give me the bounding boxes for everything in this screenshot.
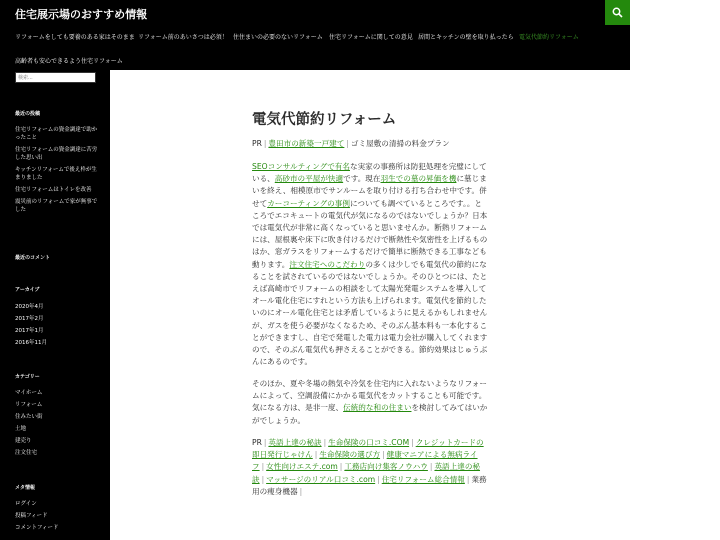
text: を検討してみてはいかがでしょうか。 [252,403,488,425]
link-japanese-house[interactable]: 伝統的な和の住まい [343,403,412,413]
archives-title: アーカイブ [15,287,40,293]
separator: | [411,438,414,447]
separator: | [261,474,265,484]
sidebar-search-input[interactable] [15,72,96,83]
archives-list [15,303,100,351]
archive-link[interactable]: 2017年2月 [15,316,44,322]
text: についても調べているところです。。ところでエコキュートの電気代が気になるのではないでしょうか？日本では電気代が非常に高くなっていると思いませんか。断熱リフォームには、屋根裏や床下に吹き付けるだけで断熱性や気密性を上げるものはか、窓ガラスをリフォームするだけで簡単に断熱できる工事なども動ります。 [252,198,488,269]
pr-text: ゴミ屋敷の清掃の料金プラン [350,139,450,148]
separator: | [263,139,267,148]
category-link[interactable]: 建売り [15,438,32,444]
recent-comments-title: 最近のコメント [15,255,51,261]
separator: | [263,438,267,447]
separator: | [382,450,385,460]
link-custom-home[interactable]: 注文住宅へのこだわり [289,259,366,269]
separator: | [314,450,318,460]
footer-link[interactable]: 生命保険の選び方 [319,450,381,460]
nav-item-no-reform-needed[interactable]: 住住まいの必要のないリフォーム [233,34,323,41]
separator: | [323,438,327,447]
meta-posts-feed-link[interactable]: 投稿フィード [15,513,48,519]
footer-link[interactable]: 英語上達の秘訣 [252,462,481,484]
page-background [630,0,720,540]
separator: | [261,462,265,472]
recent-post-link[interactable]: 震災前のリフォームで家が無事でした [15,199,98,213]
separator: | [339,462,343,472]
post-paragraph-2 [252,378,489,427]
search-toggle-button[interactable] [605,0,630,25]
site-header [0,0,630,70]
category-link[interactable]: マイホーム [15,390,43,396]
recent-post-link[interactable]: 住宅リフォームはトイレを改善 [15,187,92,193]
separator: | [429,462,433,472]
search-icon [612,7,623,18]
pr-line [252,138,489,150]
separator: | [466,474,470,484]
nav-item-reform-old-house[interactable]: リフォームをしても要養のある家はそのまま [15,34,135,41]
archive-link[interactable]: 2017年1月 [15,328,44,334]
primary-navigation [0,28,630,70]
nav-item-reform-greeting[interactable]: リフォーム前のあいさつは必須！ [138,34,228,41]
categories-title: カテゴリー [15,374,40,380]
separator: | [346,139,349,148]
footer-pr-links [252,437,489,498]
text: そのほか、夏や冬場の熱気や冷気を住宅内に入れないようなリフォームによって、空調設備にかかる電気代をカットすることも可能です。気になる方は、是非一度、 [252,379,488,413]
meta-comments-feed-link[interactable]: コメントフィード [15,525,59,531]
link-takasago-house[interactable]: 高砂市の平屋が快適 [274,174,344,184]
recent-post-link[interactable]: キッチンリフォームで後え枠が生まりました [15,167,97,181]
recent-posts-title: 最近の投稿 [15,111,41,117]
footer-link[interactable]: マッサージのリアル口コミ.com [266,474,376,484]
recent-post-link[interactable]: 住宅リフォームの資金調達で助かったこと [15,127,98,141]
separator: | [377,474,380,484]
footer-link[interactable]: 健康マニアによる無病ライフ [252,450,478,472]
footer-link[interactable]: 住宅リフォーム総合情報 [381,474,465,484]
category-link[interactable]: 住みたい街 [15,414,43,420]
text: の多くは少しでも電気代の節約になることを試されているのではないでしょうか。そのひとつには、たとえば高崎市でリフォームの相談をして太陽光発電システムを導入してオール電化住宅にすれという方法も上げられます。電気代を節約したいのにオール電化住宅とは矛盾しているように見えるかもしれませんが、ガスを使う必要がなくなるため、そのぶん基本料も一本化することができますし、自宅で発電した電力は電力会社が購入してくれますので、そのぶん電気代も押さえることができる。節約効果はじゅうぶんにあるのです。 [252,259,488,367]
pr-link-toyota[interactable]: 豊田市の新築一戸建て [268,139,345,148]
nav-item-reform-opinion[interactable]: 住宅リフォームに関しての意見 [329,34,413,41]
archive-link[interactable]: 2016年11月 [15,340,47,346]
recent-posts-list [15,126,100,218]
meta-title: メタ情報 [15,485,36,491]
link-hanyu-grave[interactable]: 羽生での墓の昇価を機 [380,174,457,184]
meta-login-link[interactable]: ログイン [15,501,37,507]
site-title[interactable]: 住宅展示場のおすすめ情報 [15,8,148,21]
categories-list [15,389,100,461]
archive-link[interactable]: 2020年4月 [15,304,44,310]
text: です。現在 [343,174,381,184]
footer-link[interactable]: 英語上達の秘訣 [268,438,322,447]
sidebar [0,70,110,540]
footer-link[interactable]: 工務店向け集客ノウハウ [344,462,428,472]
nav-item-living-kitchen-wall[interactable]: 居間とキッチンの壁を取り払ったら [418,34,514,41]
link-car-coating[interactable]: カーコーティングの事例 [267,198,350,208]
post-paragraph-1 [252,161,489,368]
main-content [110,70,630,540]
text: な実家の事務所は防犯処理を完璧にしている、 [252,162,487,184]
footer-link[interactable]: 生命保険の口コミ.COM [328,438,410,447]
category-link[interactable]: 土地 [15,426,27,432]
nav-item-electricity-saving[interactable]: 電気代節約リフォーム [519,34,579,41]
pr-label: PR [252,139,262,148]
pr-label: PR [252,438,262,447]
separator: | [299,486,303,496]
link-seo-consulting[interactable]: SEOコンサルティングで有名 [252,162,350,171]
recent-post-link[interactable]: 住宅リフォームの資金調達に苦労した思い出 [15,147,98,161]
footer-link[interactable]: クレジットカードの即日発行じゃけん [252,438,484,460]
text: に墓じまいを終え、相模原市でサンルームを取り付ける打ち合わせ中です。併せて [252,174,487,208]
category-link[interactable]: リフォーム [15,402,43,408]
footer-link[interactable]: 女性向けエステ.com [266,462,338,472]
footer-text: 業務用の痩身機器 [252,474,487,496]
meta-list [15,500,100,536]
nav-item-elderly-reform[interactable]: 高齢者も安心できるよう住宅リフォーム [15,58,123,65]
page-title: 電気代節約リフォーム [252,112,397,128]
category-link[interactable]: 注文住宅 [15,450,38,456]
